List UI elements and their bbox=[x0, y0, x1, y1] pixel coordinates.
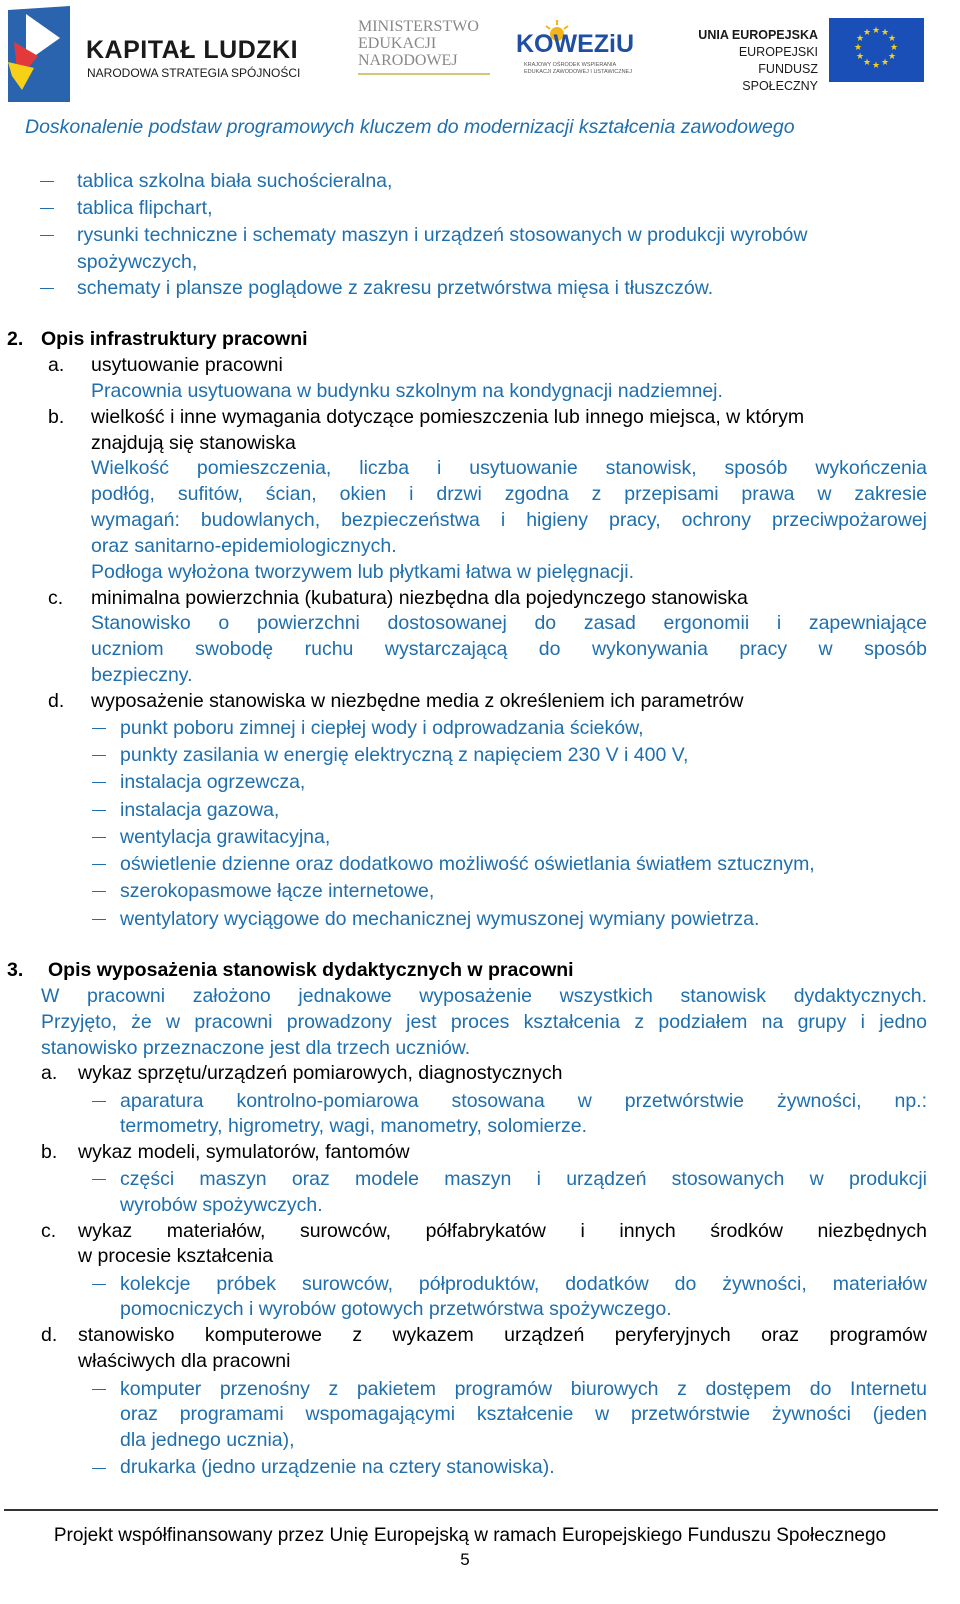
s3-d-item1-2: oraz programami wspomagającymi kształcenie w przetwórstwie żywności (jeden bbox=[120, 1403, 927, 1425]
s3-a-item-2: termometry, higrometry, wagi, manometry, solomierze. bbox=[120, 1115, 588, 1137]
s2-c-label: c. bbox=[48, 587, 64, 609]
dash-icon bbox=[92, 1284, 106, 1285]
s3-intro-1: W pracowni założono jednakowe wyposażenie wszystkich stanowisk dydaktycznych. bbox=[41, 985, 927, 1007]
s2-b-text-1: Wielkość pomieszczenia, liczba i usytuowanie stanowisk, sposób wykończenia bbox=[91, 457, 927, 479]
s2-b-text-5: Podłoga wyłożona tworzywem lub płytkami łatwa w pielęgnacji. bbox=[91, 561, 635, 583]
list-item: rysunki techniczne i schematy maszyn i urządzeń stosowanych w produkcji wyrobów bbox=[77, 224, 808, 246]
s3-d-item1-1: komputer przenośny z pakietem programów biurowych z dostępem do Internetu bbox=[120, 1378, 927, 1400]
s2-b-label: b. bbox=[48, 406, 65, 428]
s2-b-title-2: znajdują się stanowiska bbox=[91, 432, 296, 454]
dash-icon bbox=[92, 1179, 106, 1180]
svg-text:★: ★ bbox=[889, 43, 899, 53]
dash-icon bbox=[92, 919, 106, 920]
s2-a-label: a. bbox=[48, 354, 65, 376]
list-item: tablica szkolna biała suchościeralna, bbox=[77, 170, 393, 192]
s2-b-text-3: wymagań: budowlanych, bezpieczeństwa i higieny pracy, ochrony przeciwpożarowej bbox=[91, 509, 927, 531]
section-3-title: Opis wyposażenia stanowisk dydaktycznych w pracowni bbox=[48, 959, 574, 981]
koweziu-title: KOWEZiU bbox=[516, 30, 635, 58]
men-line-2: EDUKACJI bbox=[358, 35, 437, 52]
eu-line-1: UNIA EUROPEJSKA bbox=[698, 28, 818, 42]
dash-icon bbox=[40, 181, 54, 182]
svg-text:★: ★ bbox=[853, 43, 863, 53]
s3-b-item-1: części maszyn oraz modele maszyn i urządzeń stosowanych w produkcji bbox=[120, 1168, 927, 1190]
dash-icon bbox=[92, 864, 106, 865]
s3-d-item1-3: dla jednego ucznia), bbox=[120, 1429, 295, 1451]
list-item: tablica flipchart, bbox=[77, 197, 213, 219]
s2-a-title: usytuowanie pracowni bbox=[91, 354, 283, 376]
s2-b-title-1: wielkość i inne wymagania dotyczące pomieszczenia lub innego miejsca, w którym bbox=[91, 406, 805, 428]
footer-divider bbox=[4, 1509, 938, 1511]
section-2-title: Opis infrastruktury pracowni bbox=[41, 328, 308, 350]
s2-b-text-2: podłóg, sufitów, ścian, okien i drzwi zgodna z przepisami prawa w zakresie bbox=[91, 483, 927, 505]
s2-b-text-4: oraz sanitarno-epidemiologicznych. bbox=[91, 535, 397, 557]
dash-icon bbox=[92, 1101, 106, 1102]
dash-icon bbox=[92, 1389, 106, 1390]
page-number: 5 bbox=[460, 1550, 470, 1569]
men-line-3: NARODOWEJ bbox=[358, 52, 458, 69]
media-item: punkty zasilania w energię elektryczną z napięciem 230 V i 400 V, bbox=[120, 744, 689, 766]
s3-c-title-2: w procesie kształcenia bbox=[78, 1245, 274, 1267]
s3-d-item2: drukarka (jedno urządzenie na cztery stanowiska). bbox=[120, 1456, 555, 1478]
dash-icon bbox=[92, 891, 106, 892]
s3-c-label: c. bbox=[41, 1220, 57, 1242]
eu-text bbox=[686, 27, 818, 95]
s2-c-title: minimalna powierzchnia (kubatura) niezbędna dla pojedynczego stanowiska bbox=[91, 587, 748, 609]
s2-c-text-1: Stanowisko o powierzchni dostosowanej do zasad ergonomii i zapewniające bbox=[91, 612, 927, 634]
s3-b-item-2: wyrobów spożywczych. bbox=[120, 1194, 323, 1216]
media-item: instalacja ogrzewcza, bbox=[120, 771, 306, 793]
s3-b-label: b. bbox=[41, 1141, 58, 1163]
media-item: instalacja gazowa, bbox=[120, 799, 280, 821]
kl-subtitle: NARODOWA STRATEGIA SPÓJNOŚCI bbox=[87, 66, 301, 80]
s3-a-label: a. bbox=[41, 1062, 58, 1084]
list-item: schematy i plansze poglądowe z zakresu przetwórstwa mięsa i tłuszczów. bbox=[77, 277, 714, 299]
svg-text:★: ★ bbox=[880, 28, 890, 38]
s3-b-title: wykaz modeli, symulatorów, fantomów bbox=[78, 1141, 410, 1163]
s3-d-label: d. bbox=[41, 1324, 58, 1346]
svg-text:★: ★ bbox=[887, 52, 897, 62]
svg-text:★: ★ bbox=[887, 34, 897, 44]
dash-icon bbox=[40, 235, 54, 236]
media-item: wentylacja grawitacyjna, bbox=[120, 826, 331, 848]
s3-c-item-1: kolekcje próbek surowców, półproduktów, dodatków do żywności, materiałów bbox=[120, 1273, 927, 1295]
dash-icon bbox=[92, 837, 106, 838]
media-item: oświetlenie dzienne oraz dodatkowo możliwość oświetlania światłem sztucznym, bbox=[120, 853, 815, 875]
header bbox=[0, 0, 960, 110]
s3-intro-2: Przyjęto, że w pracowni prowadzony jest proces kształcenia z podziałem na grupy i jedno bbox=[41, 1011, 927, 1033]
svg-text:★: ★ bbox=[871, 26, 881, 36]
section-2-number: 2. bbox=[7, 328, 24, 350]
media-item: szerokopasmowe łącze internetowe, bbox=[120, 880, 435, 902]
s2-a-text: Pracownia usytuowana w budynku szkolnym na kondygnacji nadziemnej. bbox=[91, 380, 723, 402]
svg-text:★: ★ bbox=[862, 58, 872, 68]
s3-intro-3: stanowisko przeznaczone jest dla trzech uczniów. bbox=[41, 1037, 471, 1059]
s2-c-text-3: bezpieczny. bbox=[91, 664, 193, 686]
kapital-ludzki-emblem bbox=[8, 6, 70, 102]
eu-line-3: FUNDUSZ SPOŁECZNY bbox=[742, 62, 818, 93]
s3-d-title-2: właściwych dla pracowni bbox=[78, 1350, 291, 1372]
s3-d-title-1: stanowisko komputerowe z wykazem urządzeń peryferyjnych oraz programów bbox=[78, 1324, 927, 1346]
dash-icon bbox=[92, 1468, 106, 1469]
media-item: wentylatory wyciągowe do mechanicznej wymuszonej wymiany powietrza. bbox=[120, 908, 760, 930]
dash-icon bbox=[92, 782, 106, 783]
dash-icon bbox=[92, 810, 106, 811]
svg-text:★: ★ bbox=[880, 58, 890, 68]
s3-a-item-1: aparatura kontrolno-pomiarowa stosowana w przetwórstwie żywności, np.: bbox=[120, 1090, 927, 1112]
eu-line-2: EUROPEJSKI bbox=[738, 45, 818, 59]
s2-c-text-2: uczniom swobodę ruchu wystarczającą do wykonywania pracy w sposób bbox=[91, 638, 927, 660]
dash-icon bbox=[40, 288, 54, 289]
svg-text:★: ★ bbox=[871, 61, 881, 71]
dash-icon bbox=[40, 208, 54, 209]
svg-text:★: ★ bbox=[862, 28, 872, 38]
eu-flag bbox=[829, 18, 924, 82]
dash-icon bbox=[92, 755, 106, 756]
section-3-number: 3. bbox=[7, 959, 24, 981]
s3-a-title: wykaz sprzętu/urządzeń pomiarowych, diagnostycznych bbox=[78, 1062, 563, 1084]
media-item: punkt poboru zimnej i ciepłej wody i odprowadzania ścieków, bbox=[120, 717, 644, 739]
s2-d-label: d. bbox=[48, 690, 65, 712]
svg-text:★: ★ bbox=[855, 34, 865, 44]
footer-text: Projekt współfinansowany przez Unię Europejską w ramach Europejskiego Funduszu Społecznego bbox=[53, 1525, 887, 1546]
list-item-continued: spożywczych, bbox=[77, 251, 198, 273]
svg-text:★: ★ bbox=[855, 52, 865, 62]
s2-d-title: wyposażenie stanowiska w niezbędne media z określeniem ich parametrów bbox=[91, 690, 744, 712]
men-underline bbox=[358, 73, 490, 75]
kl-title: KAPITAŁ LUDZKI bbox=[86, 36, 299, 64]
document-title: Doskonalenie podstaw programowych kluczem do modernizacji kształcenia zawodowego bbox=[25, 116, 795, 138]
s3-c-title-1: wykaz materiałów, surowców, półfabrykatów i innych środków niezbędnych bbox=[78, 1220, 927, 1242]
koweziu-subtitle: KRAJOWY OŚRODEK WSPIERANIA EDUKACJI ZAWODOWEJ I USTAWICZNEJ bbox=[524, 62, 632, 75]
s3-c-item-2: pomocniczych i wyrobów gotowych przetwórstwa spożywczego. bbox=[120, 1298, 672, 1320]
dash-icon bbox=[92, 728, 106, 729]
men-logo bbox=[358, 18, 490, 75]
men-line-1: MINISTERSTWO bbox=[358, 18, 479, 35]
